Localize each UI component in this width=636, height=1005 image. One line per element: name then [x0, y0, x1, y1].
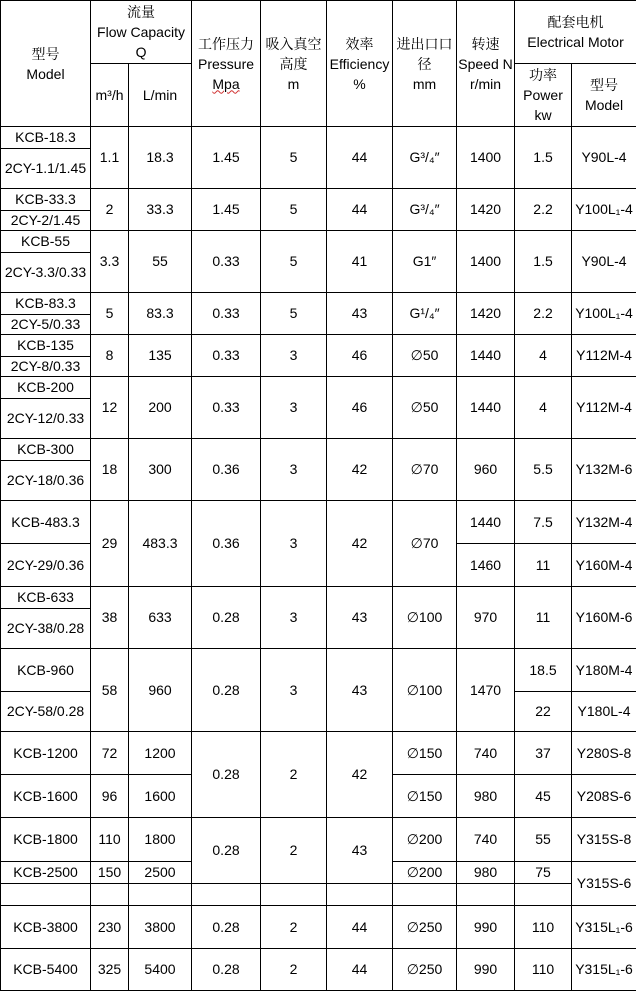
flow-lmin-cell: 633 — [129, 587, 192, 649]
flow-lmin-cell: 1200 — [129, 732, 192, 775]
suction-cell: 3 — [261, 377, 327, 439]
power-cell: 110 — [515, 906, 572, 949]
header-flow-lmin: L/min — [129, 64, 192, 127]
efficiency-cell: 42 — [327, 501, 393, 587]
port-cell: ∅200 — [393, 862, 457, 884]
speed-cell: 980 — [457, 775, 515, 818]
speed-cell: 1440 — [457, 501, 515, 544]
flow-m3h-cell: 96 — [91, 775, 129, 818]
port-cell: ∅70 — [393, 501, 457, 587]
speed-cell: 1400 — [457, 231, 515, 293]
speed-cell: 1440 — [457, 377, 515, 439]
flow-m3h-cell: 18 — [91, 439, 129, 501]
empty-cell — [515, 884, 572, 906]
power-cell: 5.5 — [515, 439, 572, 501]
header-suction: 吸入真空高度 m — [261, 1, 327, 127]
header-port: 进出口口径 mm — [393, 1, 457, 127]
power-cell: 2.2 — [515, 293, 572, 335]
pressure-cell: 0.33 — [192, 335, 261, 377]
speed-cell: 1460 — [457, 544, 515, 587]
model-cell: 2CY-3.3/0.33 — [1, 253, 91, 293]
port-cell: ∅150 — [393, 732, 457, 775]
efficiency-cell: 46 — [327, 377, 393, 439]
suction-cell: 3 — [261, 649, 327, 732]
motor-model-cell: Y280S-8 — [572, 732, 636, 775]
speed-cell: 980 — [457, 862, 515, 884]
port-cell: G¹/₄″ — [393, 293, 457, 335]
pressure-cell: 0.28 — [192, 587, 261, 649]
suction-cell: 2 — [261, 949, 327, 991]
efficiency-cell: 44 — [327, 127, 393, 189]
suction-cell: 5 — [261, 231, 327, 293]
efficiency-cell: 43 — [327, 587, 393, 649]
table-row — [1, 732, 636, 775]
model-cell: KCB-300 — [1, 439, 91, 461]
header-efficiency: 效率 Efficiency % — [327, 1, 393, 127]
table-row — [1, 501, 636, 544]
port-cell: ∅50 — [393, 335, 457, 377]
empty-cell — [91, 884, 129, 906]
table-row — [1, 189, 636, 211]
flow-lmin-cell: 3800 — [129, 906, 192, 949]
model-cell: 2CY-29/0.36 — [1, 544, 91, 587]
suction-cell: 3 — [261, 335, 327, 377]
suction-cell: 5 — [261, 127, 327, 189]
speed-cell: 1420 — [457, 189, 515, 231]
flow-m3h-cell: 8 — [91, 335, 129, 377]
model-cell: 2CY-5/0.33 — [1, 315, 91, 335]
power-cell: 55 — [515, 818, 572, 862]
table-row — [1, 439, 636, 461]
empty-cell — [393, 884, 457, 906]
efficiency-cell: 43 — [327, 649, 393, 732]
model-cell: KCB-55 — [1, 231, 91, 253]
port-cell: ∅250 — [393, 949, 457, 991]
flow-lmin-cell: 5400 — [129, 949, 192, 991]
power-cell: 22 — [515, 692, 572, 732]
model-cell: KCB-135 — [1, 335, 91, 357]
empty-cell — [261, 884, 327, 906]
model-cell: KCB-200 — [1, 377, 91, 399]
pressure-cell: 0.28 — [192, 906, 261, 949]
power-cell: 2.2 — [515, 189, 572, 231]
port-cell: ∅150 — [393, 775, 457, 818]
pressure-cell: 1.45 — [192, 189, 261, 231]
speed-cell: 1440 — [457, 335, 515, 377]
power-cell: 11 — [515, 544, 572, 587]
power-cell: 37 — [515, 732, 572, 775]
empty-cell — [1, 884, 91, 906]
flow-m3h-cell: 58 — [91, 649, 129, 732]
speed-cell: 960 — [457, 439, 515, 501]
port-cell: ∅200 — [393, 818, 457, 862]
model-cell: KCB-633 — [1, 587, 91, 609]
model-cell: KCB-5400 — [1, 949, 91, 991]
flow-m3h-cell: 1.1 — [91, 127, 129, 189]
pressure-cell: 0.36 — [192, 439, 261, 501]
model-cell: KCB-83.3 — [1, 293, 91, 315]
table-row — [1, 649, 636, 692]
motor-model-cell: Y180M-4 — [572, 649, 636, 692]
table-row — [1, 377, 636, 399]
empty-cell — [457, 884, 515, 906]
model-cell: KCB-1200 — [1, 732, 91, 775]
pressure-cell: 0.33 — [192, 231, 261, 293]
motor-model-cell: Y160M-6 — [572, 587, 636, 649]
pressure-cell: 0.28 — [192, 818, 261, 884]
flow-lmin-cell: 33.3 — [129, 189, 192, 231]
suction-cell: 3 — [261, 501, 327, 587]
pressure-cell: 0.28 — [192, 732, 261, 818]
empty-cell — [129, 884, 192, 906]
speed-cell: 990 — [457, 949, 515, 991]
model-cell: 2CY-38/0.28 — [1, 609, 91, 649]
suction-cell: 2 — [261, 818, 327, 884]
motor-model-cell: Y160M-4 — [572, 544, 636, 587]
header-motor-model: 型号 Model — [572, 64, 636, 127]
table-row — [1, 906, 636, 949]
flow-m3h-cell: 2 — [91, 189, 129, 231]
model-cell: KCB-2500 — [1, 862, 91, 884]
model-cell: 2CY-12/0.33 — [1, 399, 91, 439]
efficiency-cell: 43 — [327, 293, 393, 335]
power-cell: 1.5 — [515, 231, 572, 293]
port-cell: ∅100 — [393, 587, 457, 649]
empty-cell — [192, 884, 261, 906]
speed-cell: 970 — [457, 587, 515, 649]
header-speed: 转速 Speed N r/min — [457, 1, 515, 127]
header-pressure: 工作压力 Pressure Mpa — [192, 1, 261, 127]
efficiency-cell: 44 — [327, 906, 393, 949]
table-row — [1, 231, 636, 253]
efficiency-cell: 43 — [327, 818, 393, 884]
power-cell: 4 — [515, 377, 572, 439]
empty-cell — [327, 884, 393, 906]
header-flow-m3h: m³/h — [91, 64, 129, 127]
flow-lmin-cell: 1600 — [129, 775, 192, 818]
model-cell: 2CY-18/0.36 — [1, 461, 91, 501]
efficiency-cell: 42 — [327, 439, 393, 501]
port-cell: ∅70 — [393, 439, 457, 501]
model-cell: 2CY-58/0.28 — [1, 692, 91, 732]
flow-m3h-cell: 12 — [91, 377, 129, 439]
motor-model-cell: Y315L₁-6 — [572, 949, 636, 991]
pressure-cell: 1.45 — [192, 127, 261, 189]
motor-model-cell: Y90L-4 — [572, 127, 636, 189]
motor-model-cell: Y315L₁-6 — [572, 906, 636, 949]
motor-model-cell: Y100L₁-4 — [572, 189, 636, 231]
port-cell: G³/₄″ — [393, 189, 457, 231]
suction-cell: 5 — [261, 189, 327, 231]
flow-m3h-cell: 29 — [91, 501, 129, 587]
table-row — [1, 335, 636, 357]
power-cell: 18.5 — [515, 649, 572, 692]
flow-lmin-cell: 2500 — [129, 862, 192, 884]
motor-model-cell: Y315S-8 — [572, 818, 636, 862]
power-cell: 4 — [515, 335, 572, 377]
model-cell: 2CY-1.1/1.45 — [1, 149, 91, 189]
motor-model-cell: Y112M-4 — [572, 377, 636, 439]
pressure-cell: 0.33 — [192, 293, 261, 335]
model-cell: KCB-483.3 — [1, 501, 91, 544]
flow-m3h-cell: 38 — [91, 587, 129, 649]
motor-model-cell: Y208S-6 — [572, 775, 636, 818]
speed-cell: 1420 — [457, 293, 515, 335]
suction-cell: 2 — [261, 732, 327, 818]
flow-lmin-cell: 300 — [129, 439, 192, 501]
port-cell: ∅50 — [393, 377, 457, 439]
power-cell: 11 — [515, 587, 572, 649]
port-cell: ∅250 — [393, 906, 457, 949]
flow-m3h-cell: 150 — [91, 862, 129, 884]
flow-m3h-cell: 230 — [91, 906, 129, 949]
flow-m3h-cell: 3.3 — [91, 231, 129, 293]
suction-cell: 3 — [261, 439, 327, 501]
power-cell: 45 — [515, 775, 572, 818]
efficiency-cell: 41 — [327, 231, 393, 293]
suction-cell: 5 — [261, 293, 327, 335]
flow-lmin-cell: 18.3 — [129, 127, 192, 189]
header-motor: 配套电机 Electrical Motor — [515, 1, 636, 64]
motor-model-cell: Y315S-6 — [572, 862, 636, 906]
efficiency-cell: 42 — [327, 732, 393, 818]
model-cell: KCB-960 — [1, 649, 91, 692]
pressure-cell: 0.28 — [192, 649, 261, 732]
model-cell: KCB-18.3 — [1, 127, 91, 149]
model-cell: KCB-1800 — [1, 818, 91, 862]
table-row — [1, 293, 636, 315]
flow-lmin-cell: 83.3 — [129, 293, 192, 335]
speed-cell: 1470 — [457, 649, 515, 732]
header-flow: 流量 Flow Capacity Q — [91, 1, 192, 64]
flow-m3h-cell: 5 — [91, 293, 129, 335]
speed-cell: 740 — [457, 732, 515, 775]
flow-lmin-cell: 200 — [129, 377, 192, 439]
table-row-empty — [1, 884, 636, 906]
flow-lmin-cell: 55 — [129, 231, 192, 293]
motor-model-cell: Y90L-4 — [572, 231, 636, 293]
flow-m3h-cell: 325 — [91, 949, 129, 991]
power-cell: 7.5 — [515, 501, 572, 544]
pressure-cell: 0.33 — [192, 377, 261, 439]
table-row — [1, 949, 636, 991]
speed-cell: 740 — [457, 818, 515, 862]
power-cell: 110 — [515, 949, 572, 991]
header-power: 功率 Power kw — [515, 64, 572, 127]
suction-cell: 2 — [261, 906, 327, 949]
motor-model-cell: Y100L₁-4 — [572, 293, 636, 335]
flow-m3h-cell: 110 — [91, 818, 129, 862]
speed-cell: 990 — [457, 906, 515, 949]
model-cell: 2CY-2/1.45 — [1, 211, 91, 231]
motor-model-cell: Y112M-4 — [572, 335, 636, 377]
model-cell: KCB-3800 — [1, 906, 91, 949]
speed-cell: 1400 — [457, 127, 515, 189]
model-cell: KCB-1600 — [1, 775, 91, 818]
flow-lmin-cell: 483.3 — [129, 501, 192, 587]
table-row — [1, 127, 636, 149]
motor-model-cell: Y180L-4 — [572, 692, 636, 732]
header-model: 型号 Model — [1, 1, 91, 127]
pressure-cell: 0.36 — [192, 501, 261, 587]
flow-lmin-cell: 1800 — [129, 818, 192, 862]
port-cell: G1″ — [393, 231, 457, 293]
power-cell: 1.5 — [515, 127, 572, 189]
flow-m3h-cell: 72 — [91, 732, 129, 775]
table-row — [1, 818, 636, 862]
suction-cell: 3 — [261, 587, 327, 649]
port-cell: ∅100 — [393, 649, 457, 732]
efficiency-cell: 46 — [327, 335, 393, 377]
model-cell: KCB-33.3 — [1, 189, 91, 211]
flow-lmin-cell: 960 — [129, 649, 192, 732]
flow-lmin-cell: 135 — [129, 335, 192, 377]
port-cell: G³/₄″ — [393, 127, 457, 189]
pressure-cell: 0.28 — [192, 949, 261, 991]
efficiency-cell: 44 — [327, 189, 393, 231]
motor-model-cell: Y132M-6 — [572, 439, 636, 501]
efficiency-cell: 44 — [327, 949, 393, 991]
table-row — [1, 587, 636, 609]
motor-model-cell: Y132M-4 — [572, 501, 636, 544]
model-cell: 2CY-8/0.33 — [1, 357, 91, 377]
power-cell: 75 — [515, 862, 572, 884]
